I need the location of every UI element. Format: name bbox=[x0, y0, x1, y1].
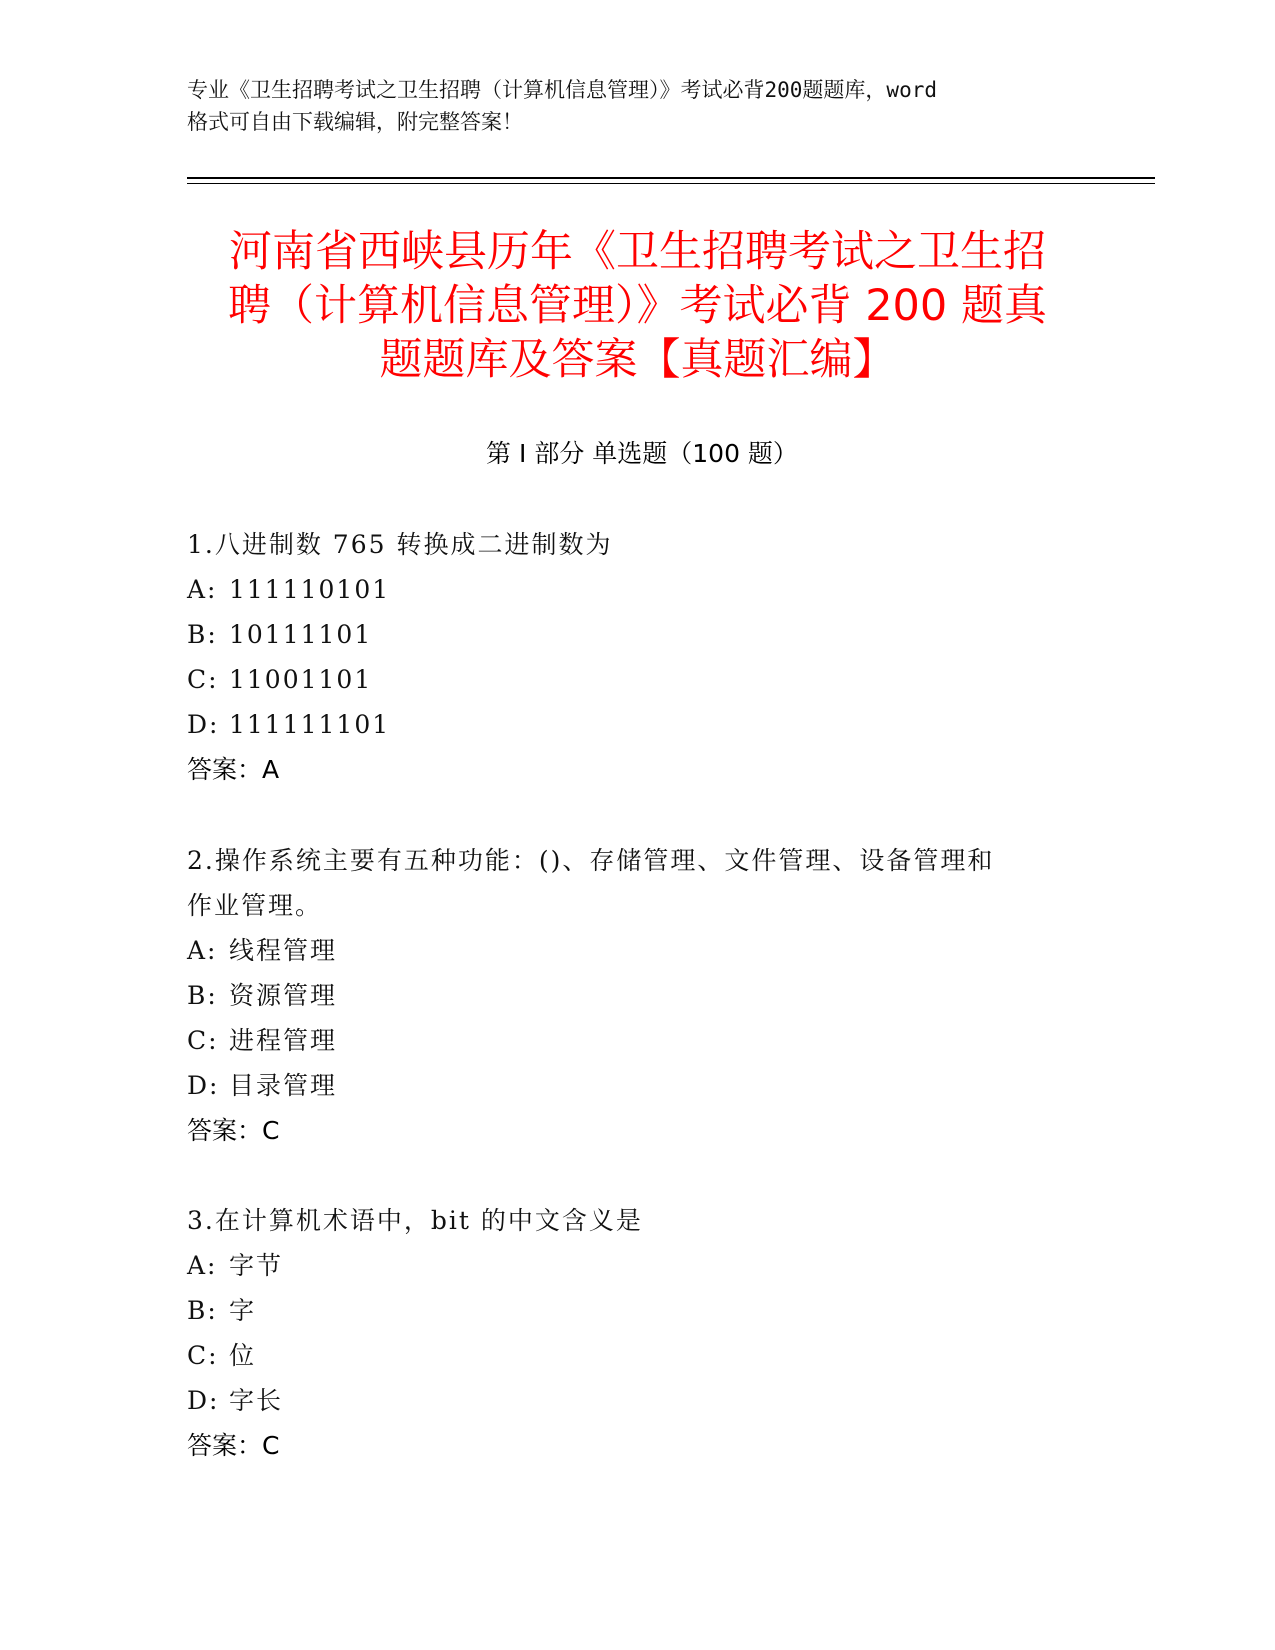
document-title bbox=[180, 225, 1095, 387]
option-letter: D: bbox=[187, 710, 220, 739]
question-stem: 3.在计算机术语中，bit 的中文含义是 bbox=[187, 1206, 643, 1235]
header-divider-thin bbox=[187, 183, 1155, 184]
option-a bbox=[187, 567, 1067, 612]
option-letter: B: bbox=[187, 1296, 218, 1325]
header-note bbox=[187, 74, 1087, 138]
header-note-line-2: 格式可自由下载编辑，附完整答案！ bbox=[187, 110, 523, 134]
option-text: 10111101 bbox=[229, 620, 373, 649]
option-text: 进程管理 bbox=[229, 1026, 338, 1055]
option-text: 字节 bbox=[229, 1251, 284, 1280]
option-d bbox=[187, 1063, 1067, 1108]
header-divider-thick bbox=[187, 177, 1155, 179]
option-c bbox=[187, 1333, 1067, 1378]
option-b bbox=[187, 612, 1067, 657]
option-text: 字 bbox=[229, 1296, 257, 1325]
question-stem-line-2: 作业管理。 bbox=[187, 891, 323, 920]
option-c bbox=[187, 657, 1067, 702]
option-letter: B: bbox=[187, 620, 218, 649]
option-text: 11001101 bbox=[229, 665, 373, 694]
option-text: 目录管理 bbox=[229, 1071, 338, 1100]
option-text: 字长 bbox=[229, 1386, 284, 1415]
option-letter: A: bbox=[187, 575, 218, 604]
option-text: 线程管理 bbox=[229, 936, 338, 965]
question-stem: 1.八进制数 765 转换成二进制数为 bbox=[187, 530, 613, 559]
option-text: 111111101 bbox=[229, 710, 391, 739]
document-title-line-3: 题题库及答案【真题汇编】 bbox=[379, 335, 896, 385]
header-note-line-1: 专业《卫生招聘考试之卫生招聘（计算机信息管理）》考试必背200题题库，word bbox=[187, 78, 937, 102]
answer: 答案：C bbox=[187, 1116, 280, 1145]
option-letter: C: bbox=[187, 1341, 219, 1370]
option-a bbox=[187, 928, 1067, 973]
option-letter: A: bbox=[187, 1251, 218, 1280]
section-title: 第 I 部分 单选题（100 题） bbox=[486, 439, 798, 468]
option-c bbox=[187, 1018, 1067, 1063]
option-letter: A: bbox=[187, 936, 218, 965]
option-letter: D: bbox=[187, 1071, 220, 1100]
option-letter: C: bbox=[187, 1026, 219, 1055]
option-letter: B: bbox=[187, 981, 218, 1010]
option-b bbox=[187, 1288, 1067, 1333]
option-a bbox=[187, 1243, 1067, 1288]
question-2 bbox=[187, 838, 1067, 1153]
option-letter: D: bbox=[187, 1386, 220, 1415]
document-title-line-2: 聘（计算机信息管理）》考试必背 200 题真 bbox=[228, 281, 1047, 331]
question-1 bbox=[187, 522, 1067, 792]
document-title-line-1: 河南省西峡县历年《卫生招聘考试之卫生招 bbox=[229, 227, 1046, 277]
option-d bbox=[187, 702, 1067, 747]
option-d bbox=[187, 1378, 1067, 1423]
option-text: 资源管理 bbox=[229, 981, 338, 1010]
option-letter: C: bbox=[187, 665, 219, 694]
option-text: 111110101 bbox=[229, 575, 391, 604]
question-stem-line-1: 2.操作系统主要有五种功能：()、存储管理、文件管理、设备管理和 bbox=[187, 846, 995, 875]
answer: 答案：C bbox=[187, 1431, 280, 1460]
answer: 答案：A bbox=[187, 755, 280, 784]
question-3 bbox=[187, 1198, 1067, 1468]
option-b bbox=[187, 973, 1067, 1018]
option-text: 位 bbox=[229, 1341, 257, 1370]
